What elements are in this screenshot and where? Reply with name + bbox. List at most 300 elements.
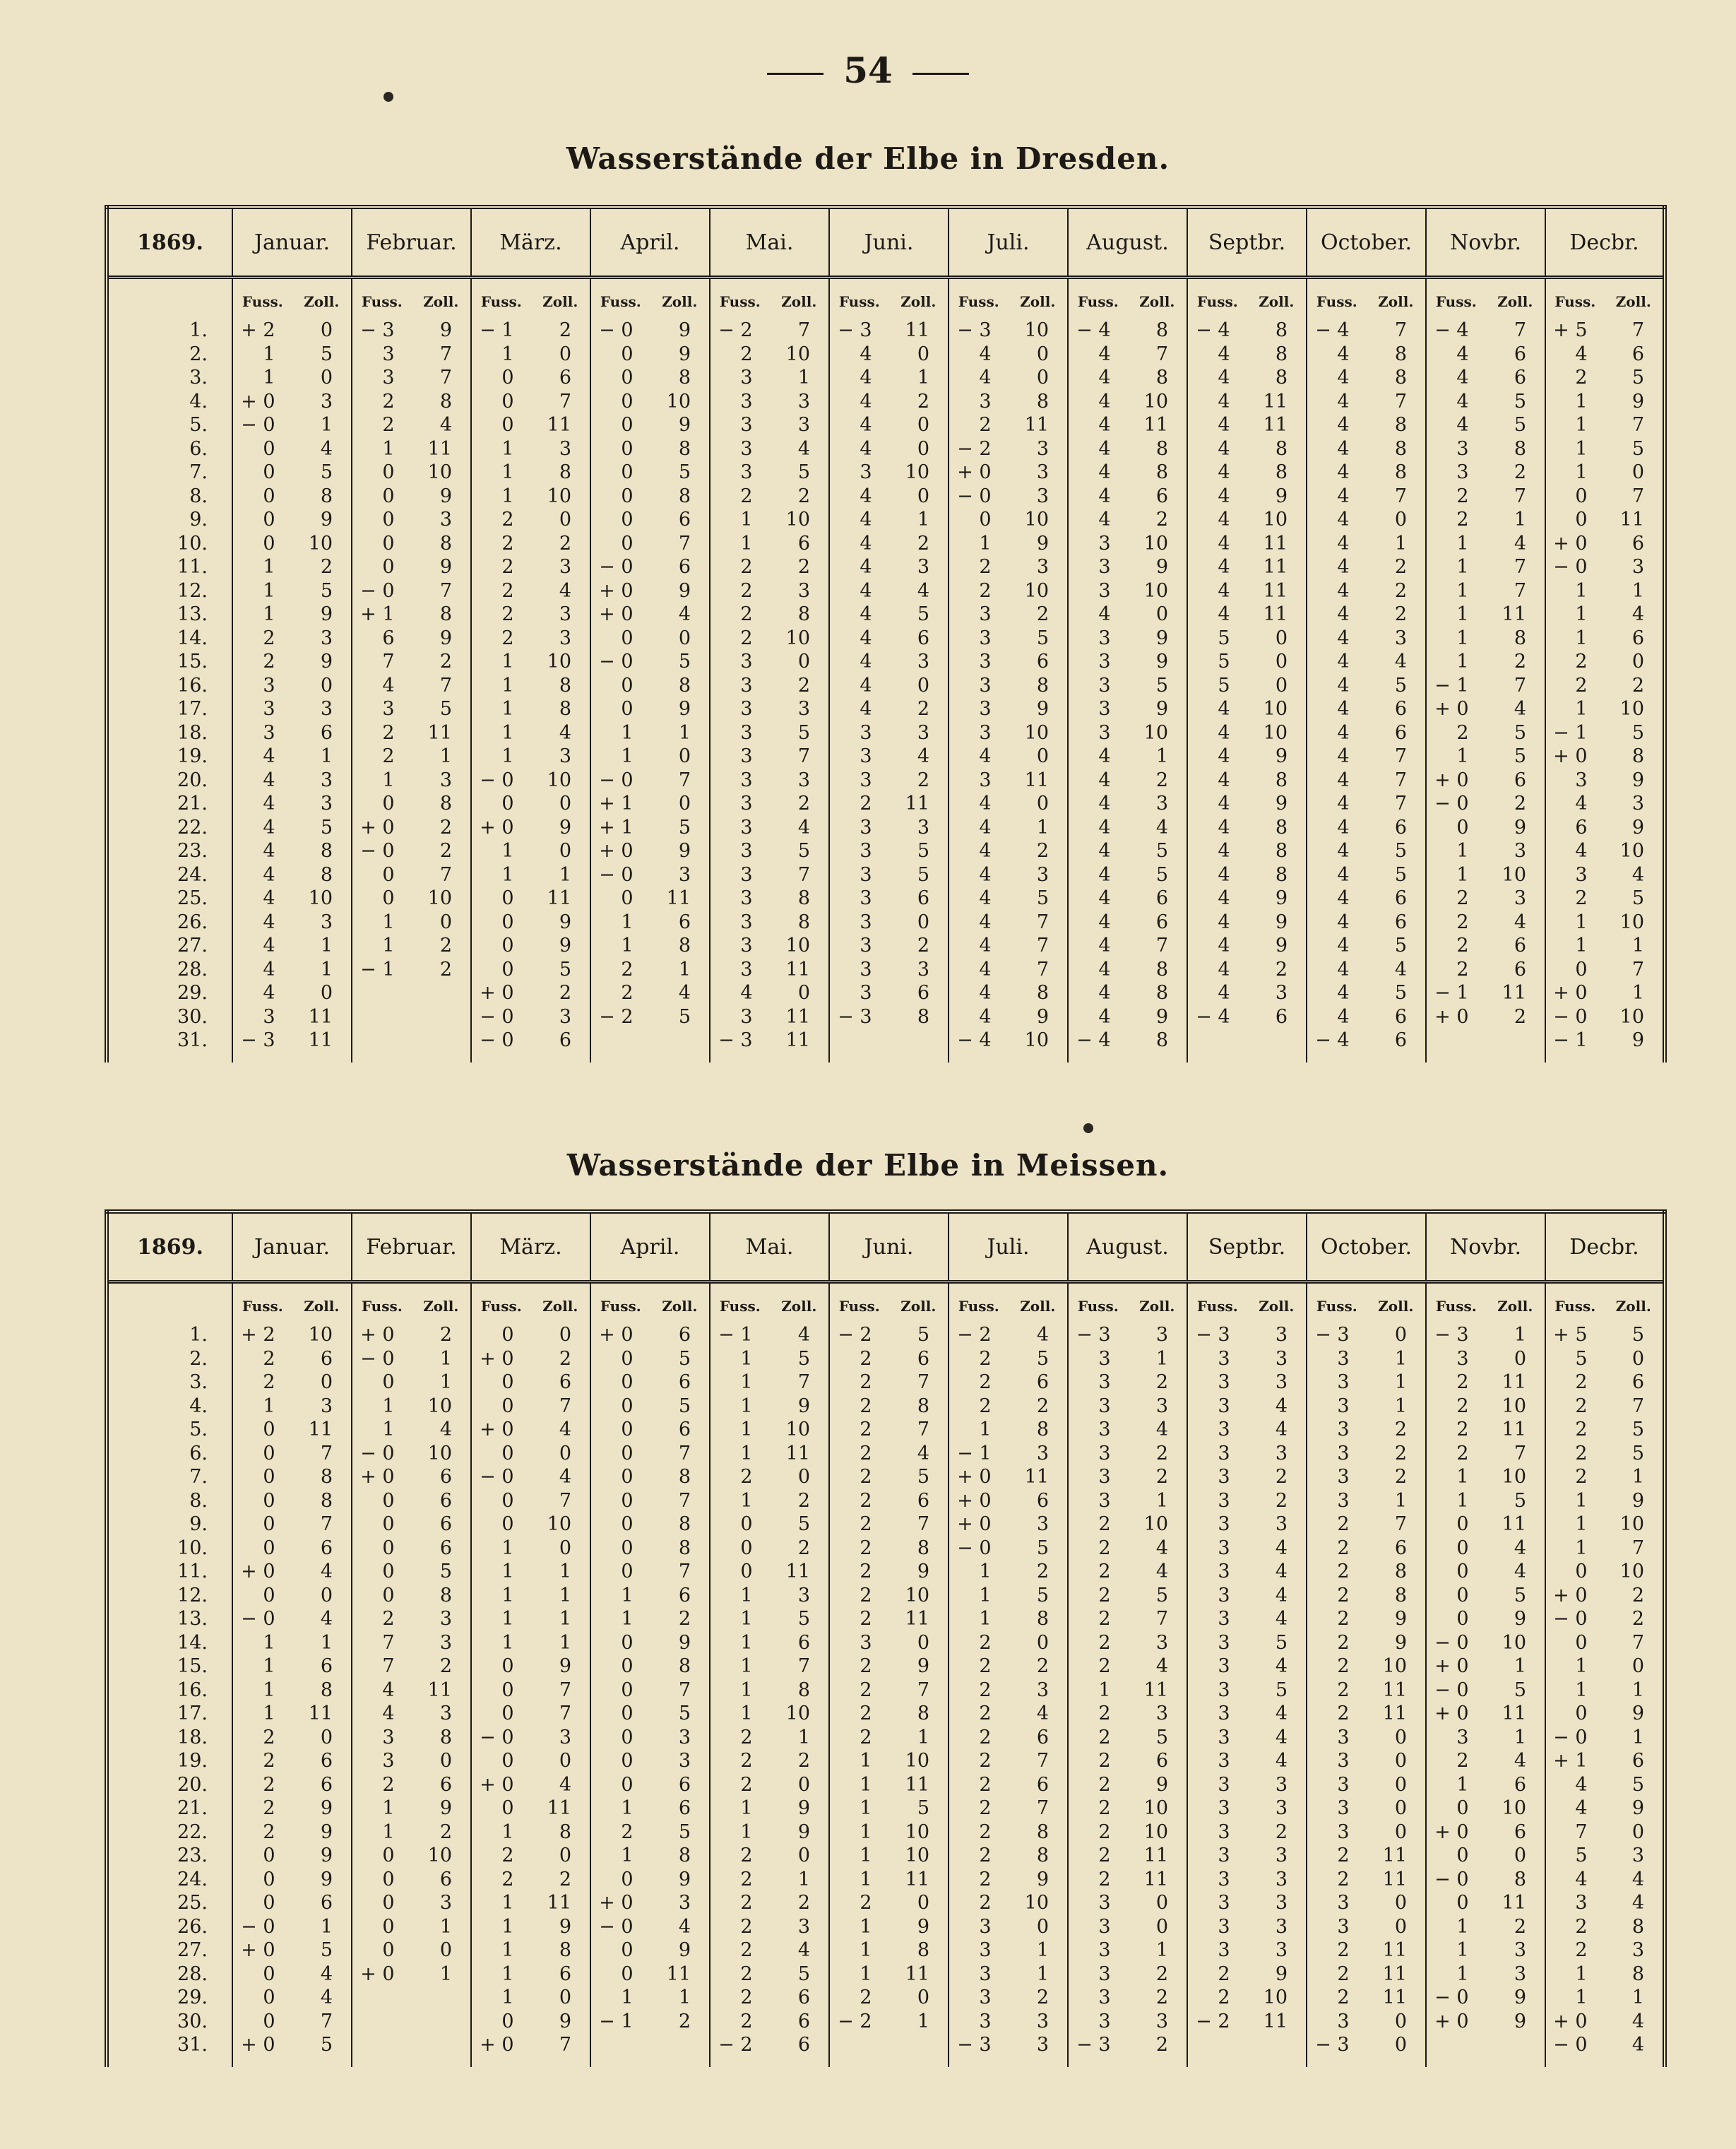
value-fuss: 2 — [740, 603, 753, 625]
unit-fuss: Fuss. — [838, 293, 880, 311]
table-row — [107, 343, 1665, 367]
value-fuss: − 4 — [1076, 1029, 1111, 1051]
table-row — [107, 1370, 1665, 1395]
value-fuss: 4 — [263, 840, 275, 862]
value-fuss: 1 — [621, 745, 634, 767]
value-zoll: 5 — [797, 1608, 810, 1630]
value-fuss: 0 — [382, 1868, 395, 1890]
value-zoll: 2 — [559, 532, 571, 555]
value-zoll: 11 — [1502, 1419, 1526, 1440]
value-fuss: 4 — [1218, 437, 1230, 460]
value-fuss: 1 — [1575, 1489, 1588, 1512]
unit-zoll: Zoll. — [900, 1298, 937, 1315]
value-fuss: 4 — [1218, 769, 1230, 791]
value-zoll: 3 — [678, 1892, 691, 1914]
value-fuss: 1 — [740, 1347, 753, 1370]
value-fuss: 4 — [1337, 627, 1350, 649]
value-zoll: 4 — [1275, 1703, 1288, 1724]
value-fuss: 2 — [1456, 1395, 1469, 1417]
value-fuss: 0 — [263, 1419, 275, 1440]
value-fuss: 1 — [382, 769, 395, 791]
value-fuss: 2 — [979, 1750, 992, 1772]
value-fuss: 2 — [382, 1608, 395, 1630]
value-zoll: 9 — [559, 911, 571, 933]
value-zoll: 5 — [1155, 863, 1168, 886]
value-zoll: 5 — [1394, 982, 1407, 1004]
value-zoll: 3 — [320, 390, 333, 413]
value-zoll: 4 — [678, 982, 691, 1004]
value-zoll: 5 — [320, 2034, 333, 2056]
value-fuss: − 3 — [1076, 1324, 1111, 1346]
value-fuss: 4 — [1337, 437, 1350, 460]
value-fuss: − 3 — [1434, 1324, 1469, 1346]
value-zoll: 5 — [439, 698, 452, 720]
value-zoll: 11 — [1382, 1679, 1407, 1701]
month-header: Decbr. — [1545, 207, 1665, 278]
value-fuss: 0 — [621, 437, 634, 460]
value-zoll: 2 — [559, 319, 571, 341]
value-fuss: 1 — [1456, 556, 1469, 578]
unit-fuss: Fuss. — [1316, 293, 1357, 311]
value-zoll: 6 — [1036, 1371, 1049, 1393]
value-fuss: 2 — [740, 1773, 753, 1796]
value-zoll: 0 — [1036, 1915, 1049, 1938]
value-fuss: 1 — [501, 437, 514, 460]
value-fuss: 1 — [621, 1987, 634, 2008]
value-fuss: 4 — [1337, 579, 1350, 602]
value-zoll: 0 — [1394, 1750, 1407, 1772]
value-zoll: 3 — [678, 1750, 691, 1772]
value-zoll: 4 — [797, 816, 810, 839]
value-fuss: 3 — [1218, 1489, 1230, 1512]
value-fuss: 2 — [979, 1773, 992, 1796]
value-fuss: + 0 — [360, 1962, 395, 1985]
value-zoll: 11 — [905, 319, 929, 341]
value-fuss: 1 — [501, 840, 514, 862]
value-fuss: 3 — [1218, 1821, 1230, 1843]
value-zoll: 4 — [1394, 651, 1407, 673]
value-zoll: 2 — [1631, 674, 1644, 697]
value-fuss: + 0 — [480, 2034, 514, 2056]
value-fuss: 2 — [860, 1726, 872, 1748]
value-fuss: 0 — [501, 1371, 514, 1393]
value-fuss: 0 — [1456, 1584, 1469, 1606]
value-zoll: 1 — [439, 1371, 452, 1393]
value-zoll: 8 — [1155, 958, 1168, 981]
value-fuss: 1 — [1575, 437, 1588, 460]
value-fuss: 2 — [263, 651, 275, 673]
value-fuss: 0 — [501, 1655, 514, 1677]
value-zoll: 4 — [1631, 603, 1644, 625]
value-zoll: 1 — [1631, 579, 1644, 602]
value-zoll: 4 — [439, 1419, 452, 1440]
value-zoll: 2 — [1275, 1489, 1288, 1512]
value-fuss: − 1 — [360, 958, 395, 981]
day-label: 20. — [177, 769, 208, 791]
value-zoll: 11 — [1382, 1845, 1407, 1866]
value-fuss: 3 — [1337, 1489, 1350, 1512]
value-zoll: 2 — [917, 390, 929, 413]
value-zoll: 3 — [439, 1608, 452, 1630]
value-zoll: 9 — [1036, 532, 1049, 555]
value-zoll: 9 — [678, 1631, 691, 1654]
value-zoll: 1 — [1394, 532, 1407, 555]
value-fuss: 3 — [1218, 1939, 1230, 1961]
value-fuss: + 0 — [1434, 769, 1469, 791]
value-zoll: 0 — [917, 485, 929, 507]
value-fuss: 3 — [1098, 698, 1111, 720]
value-zoll: 7 — [1514, 674, 1526, 697]
value-fuss: + 5 — [1553, 319, 1588, 341]
value-fuss: 2 — [1098, 1821, 1111, 1843]
value-zoll: 11 — [1502, 1513, 1526, 1535]
value-zoll: 10 — [1024, 721, 1049, 744]
value-zoll: 10 — [1263, 509, 1288, 531]
value-fuss: 4 — [1218, 745, 1230, 767]
value-fuss: 0 — [621, 1631, 634, 1654]
value-zoll: 3 — [1275, 1892, 1288, 1914]
value-zoll: 8 — [1275, 367, 1288, 389]
value-zoll: 9 — [1275, 935, 1288, 957]
value-fuss: + 0 — [957, 1466, 992, 1488]
value-fuss: 4 — [1337, 674, 1350, 697]
value-zoll: 2 — [1394, 1419, 1407, 1440]
value-zoll: 9 — [1155, 556, 1168, 578]
value-zoll: 8 — [1394, 1561, 1407, 1582]
day-label: 21. — [177, 793, 208, 815]
value-fuss: 2 — [501, 1868, 514, 1890]
value-zoll: 0 — [797, 1466, 810, 1488]
value-fuss: 4 — [263, 793, 275, 815]
value-fuss: 4 — [979, 745, 992, 767]
value-zoll: 8 — [1155, 367, 1168, 389]
value-zoll: 11 — [666, 1962, 691, 1985]
value-zoll: 0 — [1394, 1821, 1407, 1843]
value-fuss: 4 — [1575, 840, 1588, 862]
value-fuss: 2 — [621, 982, 634, 1004]
value-zoll: 6 — [1631, 1750, 1644, 1772]
value-fuss: 4 — [1098, 437, 1111, 460]
value-fuss: 2 — [740, 1750, 753, 1772]
value-fuss: 4 — [1098, 982, 1111, 1004]
value-zoll: 2 — [1394, 603, 1407, 625]
value-fuss: 4 — [1337, 935, 1350, 957]
value-fuss: 4 — [263, 958, 275, 981]
value-zoll: 7 — [1514, 579, 1526, 602]
value-fuss: 4 — [1575, 1797, 1588, 1819]
value-zoll: 7 — [1514, 485, 1526, 507]
value-zoll: 11 — [785, 1005, 810, 1028]
value-fuss: − 4 — [1076, 319, 1111, 341]
value-zoll: 3 — [439, 1631, 452, 1654]
value-zoll: 2 — [439, 1655, 452, 1677]
value-zoll: 5 — [678, 461, 691, 483]
value-zoll: 10 — [1143, 390, 1168, 413]
value-fuss: + 0 — [360, 1324, 395, 1346]
value-zoll: 9 — [439, 1797, 452, 1819]
value-zoll: 7 — [1394, 1513, 1407, 1535]
value-fuss: 2 — [501, 603, 514, 625]
value-zoll: 0 — [1036, 1631, 1049, 1654]
value-fuss: 3 — [1218, 1371, 1230, 1393]
value-fuss: 3 — [740, 367, 753, 389]
day-label: 3. — [189, 1371, 208, 1393]
value-fuss: − 4 — [1196, 319, 1230, 341]
value-zoll: 3 — [1036, 2010, 1049, 2032]
value-zoll: 0 — [1394, 509, 1407, 531]
value-zoll: 0 — [1514, 1845, 1526, 1866]
month-header: Juli. — [949, 1212, 1068, 1282]
value-fuss: 0 — [501, 958, 514, 981]
unit-row — [107, 1282, 1665, 1324]
value-fuss: 4 — [1337, 556, 1350, 578]
table-row — [107, 1005, 1665, 1029]
value-fuss: 3 — [740, 745, 753, 767]
value-zoll: 1 — [1514, 509, 1526, 531]
value-zoll: 5 — [1394, 863, 1407, 886]
value-zoll: 0 — [1631, 1821, 1644, 1843]
value-zoll: 0 — [1275, 627, 1288, 649]
value-zoll: 9 — [320, 651, 333, 673]
value-fuss: 0 — [263, 2010, 275, 2032]
value-fuss: − 1 — [718, 1324, 753, 1346]
value-fuss: 1 — [1456, 1915, 1469, 1938]
value-zoll: 9 — [1514, 816, 1526, 839]
value-fuss: 1 — [621, 1584, 634, 1606]
value-fuss: 4 — [1337, 485, 1350, 507]
value-fuss: 1 — [740, 1703, 753, 1724]
value-fuss: 0 — [1575, 1631, 1588, 1654]
value-fuss: 7 — [382, 1655, 395, 1677]
value-zoll: 10 — [785, 1703, 810, 1724]
value-zoll: 1 — [1631, 982, 1644, 1004]
value-zoll: 1 — [1155, 1347, 1168, 1370]
value-zoll: 2 — [1394, 556, 1407, 578]
value-fuss: − 1 — [1434, 982, 1469, 1004]
value-fuss: 4 — [1098, 367, 1111, 389]
value-fuss: 0 — [382, 1915, 395, 1938]
value-zoll: 4 — [797, 1324, 810, 1346]
value-zoll: 10 — [905, 1584, 929, 1606]
table-row — [107, 1773, 1665, 1797]
day-label: 10. — [177, 532, 208, 555]
value-zoll: 2 — [1155, 1466, 1168, 1488]
value-zoll: 9 — [1631, 1797, 1644, 1819]
value-zoll: 4 — [797, 1939, 810, 1961]
value-zoll: 3 — [1394, 627, 1407, 649]
value-fuss: 0 — [501, 1513, 514, 1535]
month-header: August. — [1068, 1212, 1187, 1282]
value-fuss: 2 — [1218, 1962, 1230, 1985]
value-zoll: 0 — [439, 911, 452, 933]
value-zoll: 6 — [797, 1631, 810, 1654]
value-zoll: 6 — [320, 721, 333, 744]
value-fuss: 3 — [1575, 863, 1588, 886]
value-zoll: 3 — [320, 793, 333, 815]
value-zoll: 7 — [797, 745, 810, 767]
value-zoll: 6 — [797, 532, 810, 555]
value-fuss: 0 — [501, 1442, 514, 1464]
value-fuss: 1 — [501, 1631, 514, 1654]
value-zoll: 7 — [1631, 485, 1644, 507]
value-fuss: 2 — [1098, 1773, 1111, 1796]
value-zoll: 6 — [678, 1584, 691, 1606]
value-zoll: 5 — [917, 1466, 929, 1488]
value-fuss: − 1 — [599, 2010, 634, 2032]
value-fuss: 2 — [263, 1797, 275, 1819]
value-zoll: 10 — [1502, 863, 1526, 886]
value-fuss: 4 — [1575, 1868, 1588, 1890]
value-zoll: 7 — [678, 1442, 691, 1464]
value-fuss: 1 — [1575, 1537, 1588, 1559]
value-fuss: 0 — [1575, 1703, 1588, 1724]
value-fuss: 3 — [740, 911, 753, 933]
value-zoll: 1 — [1631, 1987, 1644, 2008]
value-zoll: 1 — [1036, 816, 1049, 839]
value-fuss: 3 — [1098, 1371, 1111, 1393]
value-zoll: 0 — [678, 627, 691, 649]
table-row — [107, 1844, 1665, 1868]
value-zoll: 11 — [785, 1029, 810, 1051]
table-row — [107, 1537, 1665, 1561]
table-row — [107, 485, 1665, 509]
value-fuss: − 0 — [1434, 1631, 1469, 1654]
value-zoll: 8 — [1275, 816, 1288, 839]
value-zoll: 7 — [1394, 485, 1407, 507]
value-zoll: 8 — [678, 1537, 691, 1559]
value-fuss: 3 — [1098, 1466, 1111, 1488]
table-row — [107, 461, 1665, 485]
value-zoll: 9 — [1275, 911, 1288, 933]
value-zoll: 8 — [678, 1655, 691, 1677]
value-zoll: 10 — [1143, 532, 1168, 555]
value-zoll: 9 — [1631, 1703, 1644, 1724]
value-zoll: 8 — [559, 698, 571, 720]
value-fuss: 4 — [979, 887, 992, 909]
value-fuss: 3 — [740, 840, 753, 862]
value-fuss: − 0 — [599, 556, 634, 578]
value-zoll: 0 — [1036, 367, 1049, 389]
value-zoll: 7 — [1394, 769, 1407, 791]
value-fuss: 2 — [979, 414, 992, 436]
value-fuss: 4 — [263, 863, 275, 886]
value-fuss: − 0 — [480, 769, 514, 791]
value-zoll: 11 — [1024, 414, 1049, 436]
value-fuss: 3 — [1218, 1726, 1230, 1748]
value-zoll: 11 — [1263, 532, 1288, 555]
value-zoll: 2 — [1155, 769, 1168, 791]
value-zoll: 5 — [1631, 437, 1644, 460]
value-zoll: 0 — [1394, 1324, 1407, 1346]
value-zoll: 7 — [1036, 911, 1049, 933]
value-fuss: 1 — [740, 1821, 753, 1843]
value-fuss: 4 — [1575, 343, 1588, 365]
unit-zoll: Zoll. — [1378, 1298, 1414, 1315]
value-zoll: 9 — [1394, 1631, 1407, 1654]
value-zoll: 2 — [1036, 603, 1049, 625]
value-zoll: 6 — [1275, 1005, 1288, 1028]
value-fuss: 0 — [621, 461, 634, 483]
value-zoll: 11 — [547, 887, 571, 909]
value-zoll: 7 — [1394, 793, 1407, 815]
value-fuss: 1 — [501, 1915, 514, 1938]
value-fuss: 1 — [1575, 698, 1588, 720]
table-row — [107, 887, 1665, 911]
value-fuss: 1 — [740, 1371, 753, 1393]
value-zoll: 4 — [1155, 1561, 1168, 1582]
unit-fuss: Fuss. — [1435, 1298, 1477, 1315]
value-zoll: 3 — [1036, 437, 1049, 460]
value-fuss: 3 — [1098, 1939, 1111, 1961]
value-fuss: 3 — [740, 414, 753, 436]
value-zoll: 10 — [1143, 579, 1168, 602]
value-zoll: 2 — [1155, 2034, 1168, 2056]
value-fuss: 2 — [1575, 1371, 1588, 1393]
value-zoll: 2 — [1631, 1608, 1644, 1630]
value-fuss: 4 — [1337, 816, 1350, 839]
value-fuss: 3 — [1337, 1442, 1350, 1464]
value-fuss: 0 — [382, 1513, 395, 1535]
value-zoll: 6 — [1394, 698, 1407, 720]
value-zoll: 7 — [797, 863, 810, 886]
value-zoll: 8 — [1394, 461, 1407, 483]
value-zoll: 5 — [1631, 1419, 1644, 1440]
value-fuss: 2 — [979, 1655, 992, 1677]
value-fuss: 3 — [740, 698, 753, 720]
value-fuss: 1 — [621, 911, 634, 933]
day-label: 26. — [177, 1915, 208, 1938]
value-fuss: 3 — [1337, 1371, 1350, 1393]
value-fuss: − 0 — [480, 1005, 514, 1028]
value-fuss: 0 — [501, 1324, 514, 1346]
value-zoll: 5 — [678, 1395, 691, 1417]
value-zoll: 9 — [797, 1395, 810, 1417]
value-fuss: 4 — [860, 627, 872, 649]
value-zoll: 8 — [1631, 1915, 1644, 1938]
value-zoll: 2 — [1155, 1962, 1168, 1985]
value-fuss: 2 — [860, 1489, 872, 1512]
value-fuss: 1 — [740, 1631, 753, 1654]
value-zoll: 0 — [320, 319, 333, 341]
value-zoll: 4 — [1631, 2010, 1644, 2032]
unit-zoll: Zoll. — [304, 293, 340, 311]
value-zoll: 1 — [1514, 1726, 1526, 1748]
value-zoll: 2 — [797, 485, 810, 507]
month-header: October. — [1307, 1212, 1426, 1282]
value-zoll: 6 — [559, 1371, 571, 1393]
value-zoll: 8 — [917, 1395, 929, 1417]
value-zoll: 9 — [559, 2010, 571, 2032]
value-zoll: 9 — [439, 627, 452, 649]
value-zoll: 11 — [1263, 2010, 1288, 2032]
table-row — [107, 1442, 1665, 1466]
month-header: Januar. — [232, 1212, 352, 1282]
value-fuss: 0 — [501, 1797, 514, 1819]
value-fuss: 2 — [740, 1962, 753, 1985]
value-zoll: 8 — [917, 1703, 929, 1724]
value-fuss: 4 — [1098, 793, 1111, 815]
value-fuss: 2 — [979, 556, 992, 578]
value-fuss: 3 — [1218, 1608, 1230, 1630]
value-fuss: 0 — [621, 1679, 634, 1701]
value-fuss: 4 — [1337, 367, 1350, 389]
value-zoll: 3 — [797, 390, 810, 413]
value-zoll: 10 — [427, 461, 452, 483]
value-zoll: 4 — [1514, 911, 1526, 933]
value-fuss: 4 — [1218, 863, 1230, 886]
value-fuss: 3 — [979, 1987, 992, 2008]
value-fuss: − 3 — [957, 319, 992, 341]
